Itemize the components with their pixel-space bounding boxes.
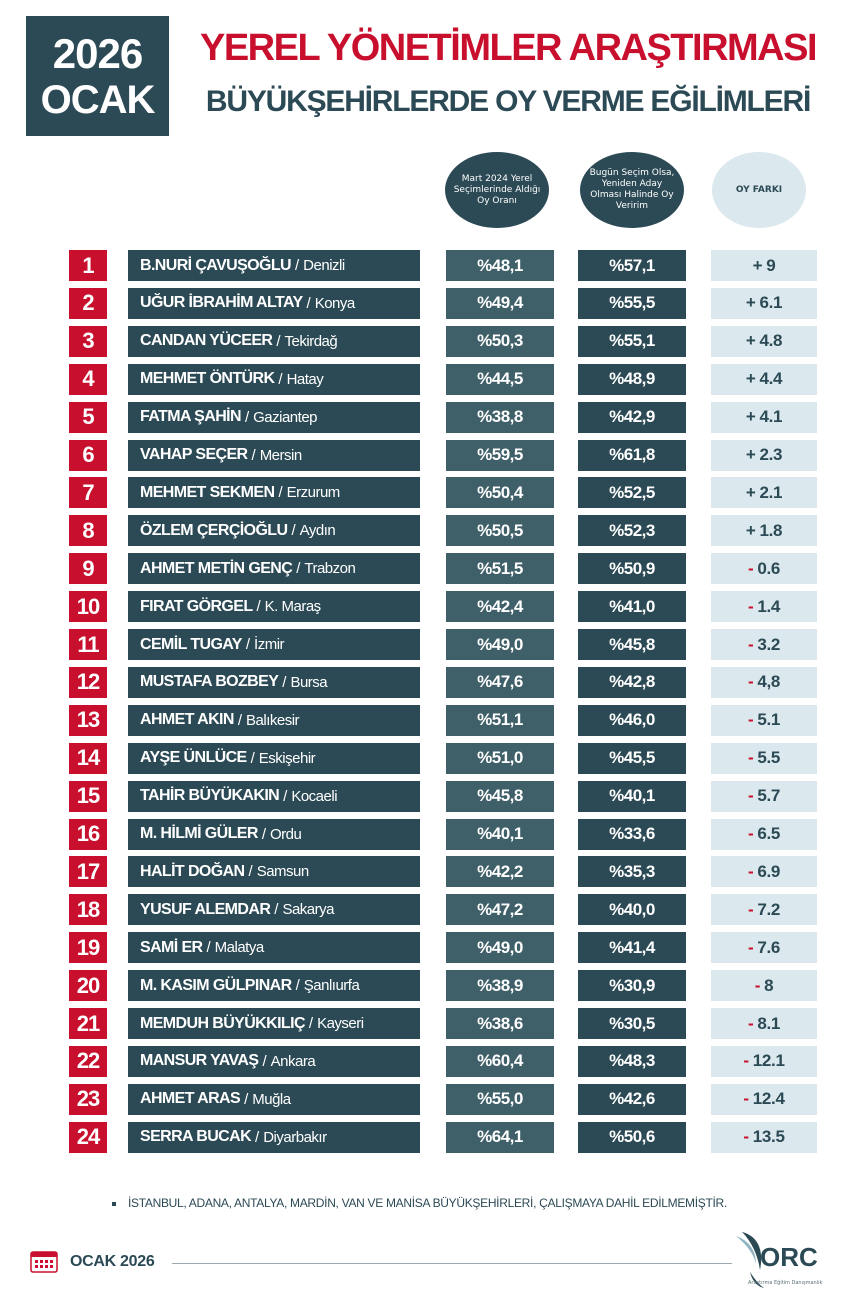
difference-sign: + [745, 520, 756, 540]
today-value: %30,9 [578, 970, 686, 1001]
candidate-bar [128, 477, 420, 508]
today-value: %45,5 [578, 743, 686, 774]
name-separator: / [274, 901, 279, 919]
vote-difference [711, 250, 817, 281]
name-separator: / [248, 863, 253, 881]
difference-sign: - [747, 710, 754, 730]
name-separator: / [278, 484, 283, 502]
name-separator: / [261, 825, 266, 843]
difference-value: 5.7 [757, 786, 781, 806]
column-header-vote-difference: OY FARKI [712, 152, 806, 228]
header-year: 2026 [52, 30, 143, 77]
city-name: Samsun [256, 863, 309, 881]
march-2024-value: %51,5 [446, 553, 554, 584]
rank-badge: 6 [69, 440, 107, 471]
vote-difference [711, 781, 817, 812]
difference-value: 12.4 [752, 1089, 785, 1109]
header-month: OCAK [40, 78, 155, 122]
difference-value: 6.9 [757, 861, 781, 881]
city-name: Sakarya [282, 901, 334, 919]
march-2024-value: %55,0 [446, 1084, 554, 1115]
table-row [0, 364, 860, 395]
difference-sign: - [747, 748, 754, 768]
rank-badge: 14 [69, 743, 107, 774]
difference-sign: - [747, 634, 754, 654]
march-2024-value: %42,4 [446, 591, 554, 622]
difference-value: 7.6 [757, 937, 781, 957]
rank-badge: 18 [69, 894, 107, 925]
vote-difference [711, 705, 817, 736]
difference-sign: - [747, 558, 754, 578]
difference-sign: + [745, 445, 756, 464]
table-row [0, 743, 860, 774]
vote-difference [711, 894, 817, 925]
vote-difference [711, 1122, 817, 1153]
name-separator: / [256, 598, 261, 616]
table-row [0, 288, 860, 319]
candidate-name: AYŞE ÜNLÜCE [140, 749, 247, 767]
table-row [0, 440, 860, 471]
today-value: %52,3 [578, 515, 686, 546]
page-title: YEREL YÖNETİMLER ARAŞTIRMASI [199, 27, 817, 69]
city-name: Denizli [303, 257, 345, 274]
today-value: %42,9 [578, 402, 686, 433]
today-value: %45,8 [578, 629, 686, 660]
candidate-bar [128, 402, 420, 433]
candidate-name: MUSTAFA BOZBEY [140, 673, 279, 691]
vote-difference [711, 402, 817, 433]
candidate-name: HALİT DOĞAN [140, 862, 245, 880]
rank-badge: 11 [69, 629, 107, 660]
candidate-name: CEMİL TUGAY [140, 635, 242, 653]
rank-badge: 17 [69, 856, 107, 887]
city-name: Mersin [259, 446, 302, 464]
difference-value: 2.1 [759, 482, 783, 502]
march-2024-value: %45,8 [446, 781, 554, 812]
today-value: %48,3 [578, 1046, 686, 1077]
difference-value: 8.1 [757, 1013, 781, 1033]
candidate-bar [128, 819, 420, 850]
today-value: %48,9 [578, 364, 686, 395]
rank-badge: 24 [69, 1122, 107, 1153]
name-separator: / [283, 787, 288, 805]
table-row [0, 1084, 860, 1115]
march-2024-value: %48,1 [446, 250, 554, 281]
vote-difference [711, 477, 817, 508]
table-row [0, 629, 860, 660]
candidate-bar [128, 667, 420, 698]
table-row [0, 591, 860, 622]
city-name: Ordu [269, 825, 302, 843]
candidate-bar [128, 1084, 420, 1115]
rank-badge: 13 [69, 705, 107, 736]
candidate-bar [128, 1008, 420, 1039]
difference-value: 3.2 [757, 634, 781, 654]
today-value: %52,5 [578, 477, 686, 508]
difference-sign: + [745, 482, 756, 502]
city-name: Eskişehir [258, 749, 316, 767]
logo-subtitle: Araştırma Eğitim Danışmanlık [748, 1280, 823, 1286]
rank-badge: 22 [69, 1046, 107, 1077]
today-value: %35,3 [578, 856, 686, 887]
name-separator: / [295, 977, 300, 995]
candidate-bar [128, 440, 420, 471]
march-2024-value: %49,0 [446, 932, 554, 963]
difference-value: 1.8 [759, 520, 783, 540]
rank-badge: 19 [69, 932, 107, 963]
candidate-name: CANDAN YÜCEER [140, 332, 273, 350]
candidate-bar [128, 1046, 420, 1077]
candidate-name: YUSUF ALEMDAR [140, 900, 271, 918]
difference-sign: + [752, 255, 763, 275]
vote-difference [711, 591, 817, 622]
march-2024-value: %38,9 [446, 970, 554, 1001]
calendar-icon [30, 1249, 58, 1273]
vote-difference [711, 440, 817, 471]
candidate-bar [128, 629, 420, 660]
march-2024-value: %44,5 [446, 364, 554, 395]
rank-badge: 23 [69, 1084, 107, 1115]
difference-sign: - [747, 596, 754, 616]
difference-value: 1.4 [757, 596, 781, 616]
footer-date: OCAK 2026 [70, 1253, 155, 1270]
rank-badge: 5 [69, 402, 107, 433]
table-row [0, 932, 860, 963]
difference-value: 4,8 [757, 672, 781, 692]
rank-badge: 21 [69, 1008, 107, 1039]
difference-value: 5.5 [757, 748, 781, 768]
candidate-bar [128, 894, 420, 925]
difference-value: 5.1 [757, 710, 781, 730]
name-separator: / [245, 636, 251, 653]
rank-badge: 8 [69, 515, 107, 546]
table-row [0, 477, 860, 508]
table-row [0, 326, 860, 357]
name-separator: / [296, 560, 301, 578]
march-2024-value: %42,2 [446, 856, 554, 887]
candidate-bar [128, 856, 420, 887]
vote-difference [711, 743, 817, 774]
difference-sign: + [745, 293, 756, 313]
vote-difference [711, 856, 817, 887]
rank-badge: 9 [69, 553, 107, 584]
name-separator: / [237, 711, 243, 729]
vote-difference [711, 364, 817, 395]
vote-difference [711, 667, 817, 698]
vote-difference [711, 288, 817, 319]
rank-badge: 3 [69, 326, 107, 357]
today-value: %55,1 [578, 326, 686, 357]
candidate-name: ÖZLEM ÇERÇİOĞLU [140, 521, 288, 539]
march-2024-value: %64,1 [446, 1122, 554, 1153]
candidate-name: B.NURİ ÇAVUŞOĞLU [140, 256, 291, 274]
candidate-bar [128, 1122, 420, 1153]
candidate-name: M. KASIM GÜLPINAR [140, 976, 292, 994]
difference-value: 4.8 [759, 331, 783, 351]
name-separator: / [306, 294, 311, 312]
candidate-name: TAHİR BÜYÜKAKIN [140, 787, 280, 805]
today-value: %42,6 [578, 1084, 686, 1115]
candidate-name: MANSUR YAVAŞ [140, 1052, 259, 1070]
table-row [0, 553, 860, 584]
today-value: %55,5 [578, 288, 686, 319]
rank-badge: 2 [69, 288, 107, 319]
candidate-name: AHMET METİN GENÇ [140, 559, 293, 577]
city-name: Bursa [290, 673, 328, 691]
candidate-name: MEHMET ÖNTÜRK [140, 370, 275, 388]
march-2024-value: %47,6 [446, 667, 554, 698]
rank-badge: 16 [69, 819, 107, 850]
vote-difference [711, 326, 817, 357]
difference-sign: - [743, 1127, 749, 1147]
table-row [0, 781, 860, 812]
today-value: %57,1 [578, 250, 686, 281]
name-separator: / [308, 1015, 314, 1032]
vote-difference [711, 1008, 817, 1039]
footnote [112, 1196, 727, 1210]
vote-difference [711, 1084, 817, 1115]
city-name: Trabzon [304, 560, 356, 578]
table-row [0, 1008, 860, 1039]
difference-sign: - [747, 824, 754, 843]
difference-sign: - [747, 861, 754, 881]
vote-difference [711, 553, 817, 584]
march-2024-value: %38,8 [446, 402, 554, 433]
difference-sign: - [747, 786, 754, 806]
today-value: %40,0 [578, 894, 686, 925]
candidate-bar [128, 932, 420, 963]
candidate-name: SAMİ ER [140, 938, 203, 956]
today-value: %41,0 [578, 591, 686, 622]
candidate-name: FATMA ŞAHİN [140, 408, 241, 426]
name-separator: / [282, 673, 287, 691]
rank-badge: 10 [69, 591, 107, 622]
name-separator: / [244, 408, 250, 426]
difference-sign: - [743, 1051, 749, 1071]
candidate-name: MEHMET SEKMEN [140, 483, 275, 501]
candidate-name: M. HİLMİ GÜLER [140, 825, 258, 842]
vote-difference [711, 970, 817, 1001]
table-row [0, 970, 860, 1001]
vote-difference [711, 629, 817, 660]
difference-value: 8 [764, 975, 774, 995]
difference-value: 0.6 [757, 558, 781, 578]
march-2024-value: %49,4 [446, 288, 554, 319]
candidate-bar [128, 250, 420, 281]
difference-sign: - [747, 899, 754, 919]
march-2024-value: %50,3 [446, 326, 554, 357]
candidate-bar [128, 705, 420, 736]
difference-sign: - [743, 1089, 749, 1109]
name-separator: / [250, 749, 255, 767]
name-separator: / [295, 257, 300, 274]
city-name: Ankara [270, 1052, 316, 1070]
city-name: Konya [314, 294, 355, 312]
table-row [0, 705, 860, 736]
candidate-name: SERRA BUCAK [140, 1128, 252, 1146]
name-separator: / [262, 1052, 267, 1070]
march-2024-value: %59,5 [446, 440, 554, 471]
vote-difference [711, 1046, 817, 1077]
candidate-name: UĞUR İBRAHİM ALTAY [140, 294, 303, 312]
rank-badge: 15 [69, 781, 107, 812]
name-separator: / [244, 1090, 249, 1108]
rank-badge: 7 [69, 477, 107, 508]
city-name: Muğla [252, 1090, 291, 1108]
name-separator: / [251, 446, 256, 464]
candidate-name: AHMET ARAS [140, 1090, 241, 1108]
candidate-name: AHMET AKIN [140, 711, 234, 729]
difference-value: 4.1 [759, 407, 783, 427]
table-row [0, 894, 860, 925]
today-value: %42,8 [578, 667, 686, 698]
city-name: Kocaeli [291, 787, 338, 805]
name-separator: / [291, 522, 296, 540]
footnote-text: İSTANBUL, ADANA, ANTALYA, MARDİN, VAN VE MANİSA BÜYÜKŞEHİRLERİ, ÇALIŞMAYA DAHİL EDİLMEMİŞTİR. [128, 1196, 727, 1210]
today-value: %46,0 [578, 705, 686, 736]
difference-value: 7.2 [757, 899, 781, 919]
city-name: Balıkesir [246, 711, 300, 729]
difference-value: 12.1 [752, 1051, 785, 1071]
today-value: %40,1 [578, 781, 686, 812]
today-value: %30,5 [578, 1008, 686, 1039]
difference-sign: - [747, 937, 754, 957]
bullet-icon [112, 1202, 116, 1206]
difference-value: 9 [766, 255, 776, 275]
difference-sign: - [747, 672, 754, 692]
march-2024-value: %49,0 [446, 629, 554, 660]
table-row [0, 667, 860, 698]
city-name: Erzurum [286, 484, 340, 502]
march-2024-value: %60,4 [446, 1046, 554, 1077]
table-row [0, 402, 860, 433]
candidate-bar [128, 970, 420, 1001]
rank-badge: 12 [69, 667, 107, 698]
city-name: İzmir [254, 636, 285, 653]
difference-value: 6.1 [759, 293, 783, 313]
city-name: Aydın [299, 522, 336, 540]
name-separator: / [206, 939, 211, 957]
city-name: Gaziantep [253, 408, 318, 426]
today-value: %50,9 [578, 553, 686, 584]
vote-difference [711, 932, 817, 963]
city-name: K. Maraş [264, 598, 321, 616]
name-separator: / [255, 1128, 260, 1146]
march-2024-value: %40,1 [446, 819, 554, 850]
table-row [0, 1046, 860, 1077]
city-name: Şanlıurfa [303, 977, 360, 995]
candidate-bar [128, 743, 420, 774]
difference-sign: - [747, 1013, 754, 1033]
name-separator: / [276, 332, 281, 350]
candidate-bar [128, 591, 420, 622]
city-name: Kayseri [317, 1015, 364, 1032]
column-header-march-2024: Mart 2024 Yerel Seçimlerinde Aldığı Oy Oranı [445, 152, 549, 228]
name-separator: / [278, 370, 283, 388]
city-name: Diyarbakır [263, 1128, 327, 1146]
rank-badge: 20 [69, 970, 107, 1001]
march-2024-value: %50,5 [446, 515, 554, 546]
rank-badge: 4 [69, 364, 107, 395]
difference-value: 13.5 [752, 1127, 785, 1147]
difference-sign: - [754, 975, 761, 995]
candidate-bar [128, 326, 420, 357]
candidate-name: FIRAT GÖRGEL [140, 597, 253, 615]
difference-sign: + [745, 407, 756, 427]
table-row [0, 819, 860, 850]
vote-difference [711, 515, 817, 546]
candidate-name: MEMDUH BÜYÜKKILIÇ [140, 1014, 305, 1032]
candidate-name: VAHAP SEÇER [140, 446, 248, 463]
column-header-today: Bugün Seçim Olsa, Yeniden Aday Olması Halinde Oy Veririm [580, 152, 684, 228]
today-value: %61,8 [578, 440, 686, 471]
difference-value: 6.5 [757, 824, 781, 843]
march-2024-value: %47,2 [446, 894, 554, 925]
rank-badge: 1 [69, 250, 107, 281]
difference-value: 4.4 [759, 369, 783, 389]
candidate-bar [128, 515, 420, 546]
difference-sign: + [745, 331, 756, 351]
today-value: %41,4 [578, 932, 686, 963]
table-row [0, 1122, 860, 1153]
logo-text: ORC [760, 1242, 818, 1272]
candidate-bar [128, 288, 420, 319]
march-2024-value: %51,0 [446, 743, 554, 774]
today-value: %50,6 [578, 1122, 686, 1153]
difference-value: 2.3 [759, 445, 783, 464]
footer-divider [172, 1263, 732, 1264]
table-row [0, 856, 860, 887]
table-row [0, 250, 860, 281]
candidate-bar [128, 781, 420, 812]
march-2024-value: %51,1 [446, 705, 554, 736]
city-name: Hatay [286, 370, 324, 388]
table-row [0, 515, 860, 546]
page-subtitle: BÜYÜKŞEHİRLERDE OY VERME EĞİLİMLERİ [205, 85, 811, 118]
march-2024-value: %50,4 [446, 477, 554, 508]
march-2024-value: %38,6 [446, 1008, 554, 1039]
today-value: %33,6 [578, 819, 686, 850]
candidate-bar [128, 364, 420, 395]
date-badge [26, 16, 169, 136]
candidate-bar [128, 553, 420, 584]
city-name: Tekirdağ [284, 332, 338, 350]
difference-sign: + [745, 369, 756, 389]
vote-difference [711, 819, 817, 850]
city-name: Malatya [214, 939, 264, 957]
